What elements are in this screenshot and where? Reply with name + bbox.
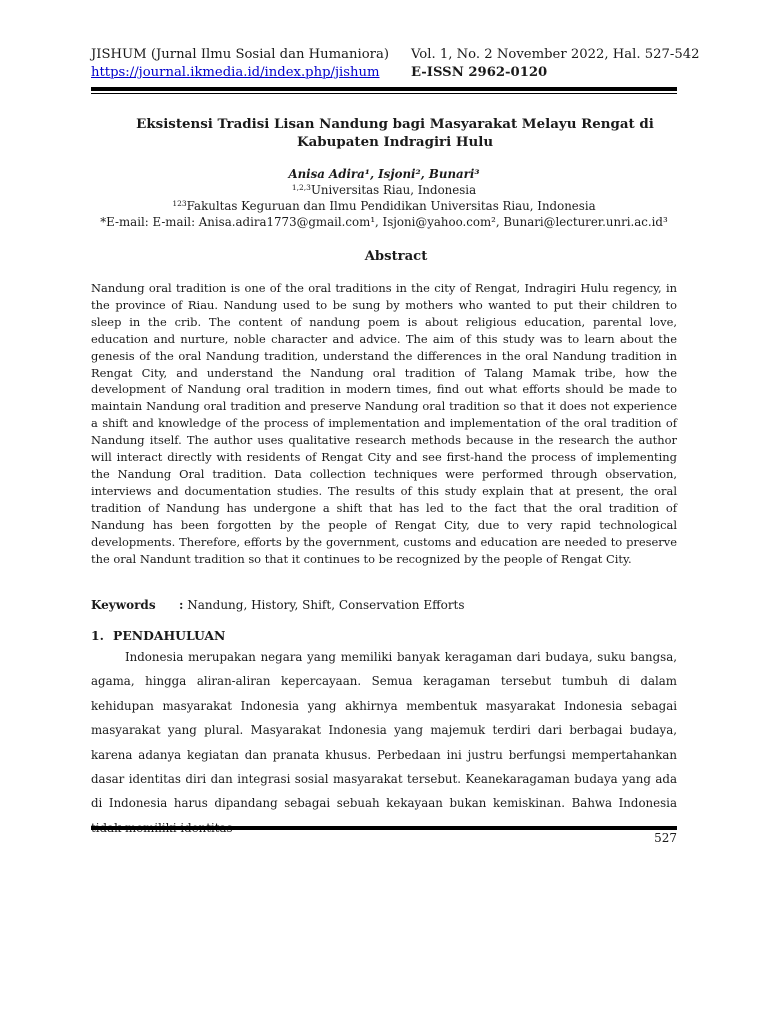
abstract-heading: Abstract xyxy=(364,249,428,264)
section-heading xyxy=(91,628,225,643)
issn: E-ISSN 2962-0120 xyxy=(411,65,548,80)
journal-name: JISHUM (Jurnal Ilmu Sosial dan Humaniora) xyxy=(91,47,389,62)
author-emails: *E-mail: E-mail: Anisa.adira1773@gmail.com¹, Isjoni@yahoo.com², Bunari@lecturer.unri.ac.id³ xyxy=(100,215,668,229)
header-rule-thick xyxy=(91,87,677,91)
affiliation-sup: 1,2,3 xyxy=(291,183,311,192)
keywords-list: Nandung, History, Shift, Conservation Efforts xyxy=(183,598,465,612)
author-names: Anisa Adira¹, Isjoni², Bunari³ xyxy=(288,167,480,181)
author-block xyxy=(91,166,677,230)
abstract-text: Nandung oral tradition is one of the oral traditions in the city of Rengat, Indragiri Hulu regency, in the province of Riau. Nandung used to be sung by mothers who wanted to put their children to sleep in the crib. The content of nandung poem is about religious education, parental love, education and nurture, noble character and advice. The aim of this study was to learn about the genesis of the oral Nandung tradition, understand the differences in the oral Nandung tradition in Rengat City, and understand the Nandung oral tradition of Talang Mamak tribe, how the development of Nandung oral tradition in modern times, find out what efforts should be made to maintain Nandung oral tradition and preserve Nandung oral tradition so that it does not experience a shift and knowledge of the process of implementation and implementation of the oral tradition of Nandung itself. The author uses qualitative research methods because in the research the author will interact directly with residents of Rengat City and see first-hand the process of implementing the Nandung Oral tradition. Data collection techniques were performed through observation, interviews and documentation studies. The results of this study explain that at present, the oral tradition of Nandung has undergone a shift that has led to the fact that the oral tradition of Nandung has been forgotten by the people of Rengat City, due to very rapid technological developments. Therefore, efforts by the government, customs and education are needed to preserve the oral Nandunt tradition so that it continues to be recognized by the people of Rengat City. xyxy=(91,281,677,566)
section-title: PENDAHULUAN xyxy=(113,628,226,643)
affiliation-sup: 123 xyxy=(172,199,187,208)
keywords-label: Keywords xyxy=(91,598,156,612)
page-number: 527 xyxy=(654,831,677,845)
paper-title: Eksistensi Tradisi Lisan Nandung bagi Masyarakat Melayu Rengat di Kabupaten Indragiri Hulu xyxy=(136,116,654,150)
footer-rule xyxy=(91,826,677,830)
journal-url-link[interactable]: https://journal.ikmedia.id/index.php/jishum xyxy=(91,65,380,80)
section-body: Indonesia merupakan negara yang memiliki banyak keragaman dari budaya, suku bangsa, agama, hingga aliran-aliran kepercayaan. Semua keragaman tersebut tumbuh di dalam kehidupan masyarakat Indonesia yang akhirnya membentuk masyarakat Indonesia sebagai masyarakat yang plural. Masyarakat Indonesia yang majemuk terdiri dari berbagai budaya, karena adanya kegiatan dan pranata khusus. Perbedaan ini justru berfungsi mempertahankan dasar identitas diri dan integrasi sosial masyarakat tersebut. Keanekaragaman budaya yang ada di Indonesia harus dipandang sebagai sebuah kekayaan bukan kemiskinan. Bahwa Indonesia xyxy=(91,650,677,811)
affiliation-faculty: $^{123}$Fakultas Keguruan dan Ilmu Pendidikan Universitas Riau, Indonesia xyxy=(172,199,596,213)
section-number: 1. xyxy=(91,628,104,643)
keywords-colon: : xyxy=(179,598,184,612)
volume-info: Vol. 1, No. 2 November 2022, Hal. 527-542 xyxy=(411,47,700,62)
running-header xyxy=(91,46,700,82)
affiliation-university: $^{1,2,3}$Universitas Riau, Indonesia xyxy=(291,183,477,197)
header-rule-thin xyxy=(91,93,677,94)
keywords-line xyxy=(91,597,677,614)
